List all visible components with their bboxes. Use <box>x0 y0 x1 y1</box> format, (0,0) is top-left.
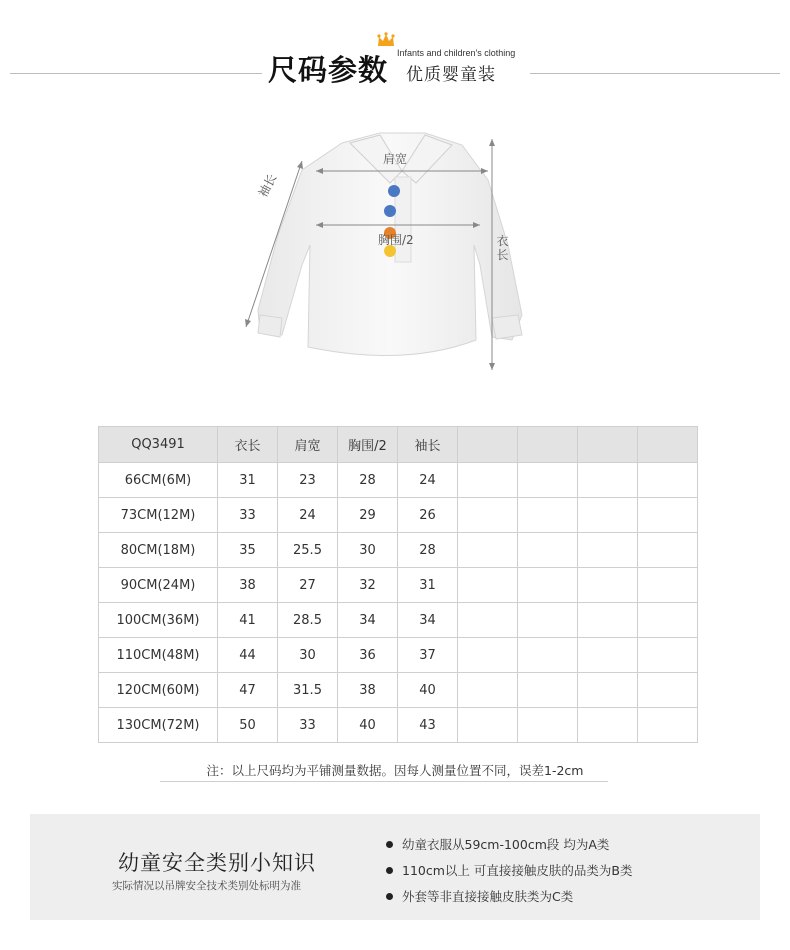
value-cell: 38 <box>338 673 398 708</box>
value-cell: 25.5 <box>278 533 338 568</box>
empty-cell <box>518 533 578 568</box>
value-cell: 29 <box>338 498 398 533</box>
size-cell: 80CM(18M) <box>99 533 218 568</box>
value-cell: 31 <box>218 463 278 498</box>
value-cell: 34 <box>338 603 398 638</box>
empty-cell <box>458 498 518 533</box>
subtitle-english: Infants and children's clothing <box>397 48 516 58</box>
size-table <box>98 426 698 743</box>
value-cell: 40 <box>398 673 458 708</box>
safety-title: 幼童安全类别小知识 <box>118 851 316 875</box>
value-cell: 28 <box>338 463 398 498</box>
size-cell: 90CM(24M) <box>99 568 218 603</box>
safety-item <box>386 887 573 905</box>
bullet-icon <box>386 841 393 848</box>
safety-item-text: 110cm以上 可直接接触皮肤的品类为B类 <box>402 863 633 878</box>
safety-item-text: 外套等非直接接触皮肤类为C类 <box>402 889 574 904</box>
value-cell: 34 <box>398 603 458 638</box>
empty-cell <box>638 673 698 708</box>
value-cell: 33 <box>218 498 278 533</box>
empty-cell <box>458 533 518 568</box>
table-row <box>99 673 698 708</box>
shoulder-width-label: 肩宽 <box>383 152 408 166</box>
empty-cell <box>518 498 578 533</box>
empty-cell <box>518 673 578 708</box>
empty-cell <box>578 673 638 708</box>
size-cell: 73CM(12M) <box>99 498 218 533</box>
size-cell: 100CM(36M) <box>99 603 218 638</box>
empty-cell <box>458 603 518 638</box>
column-header-sleeve: 袖长 <box>398 427 458 463</box>
sleeve-length-label: 袖长 <box>255 171 280 200</box>
empty-cell <box>638 708 698 743</box>
value-cell: 44 <box>218 638 278 673</box>
crown-icon <box>376 32 396 48</box>
table-row <box>99 568 698 603</box>
value-cell: 27 <box>278 568 338 603</box>
value-cell: 28.5 <box>278 603 338 638</box>
column-header-chest: 胸围/2 <box>338 427 398 463</box>
header-divider-right <box>530 73 780 74</box>
empty-cell <box>458 568 518 603</box>
column-header-shoulder: 肩宽 <box>278 427 338 463</box>
value-cell: 50 <box>218 708 278 743</box>
value-cell: 37 <box>398 638 458 673</box>
value-cell: 33 <box>278 708 338 743</box>
table-row <box>99 533 698 568</box>
empty-cell <box>638 603 698 638</box>
value-cell: 31 <box>398 568 458 603</box>
page-title: 尺码参数 <box>268 53 389 87</box>
value-cell: 36 <box>338 638 398 673</box>
size-cell: 66CM(6M) <box>99 463 218 498</box>
value-cell: 38 <box>218 568 278 603</box>
value-cell: 30 <box>278 638 338 673</box>
table-row <box>99 498 698 533</box>
value-cell: 23 <box>278 463 338 498</box>
table-row <box>99 463 698 498</box>
table-row <box>99 638 698 673</box>
empty-cell <box>578 533 638 568</box>
empty-cell <box>638 533 698 568</box>
column-header-empty <box>578 427 638 463</box>
empty-cell <box>518 463 578 498</box>
empty-cell <box>518 638 578 673</box>
empty-cell <box>638 463 698 498</box>
value-cell: 40 <box>338 708 398 743</box>
subtitle-chinese: 优质婴童装 <box>406 65 496 85</box>
safety-item <box>386 861 632 879</box>
empty-cell <box>458 708 518 743</box>
column-header-length: 衣长 <box>218 427 278 463</box>
note-divider <box>160 781 608 782</box>
table-header-row <box>99 427 698 463</box>
value-cell: 32 <box>338 568 398 603</box>
column-header-model: QQ3491 <box>99 427 218 463</box>
empty-cell <box>578 603 638 638</box>
empty-cell <box>638 638 698 673</box>
bullet-icon <box>386 893 393 900</box>
table-row <box>99 603 698 638</box>
empty-cell <box>458 638 518 673</box>
length-label: 衣 长 <box>496 234 509 262</box>
safety-item <box>386 835 609 853</box>
column-header-empty <box>638 427 698 463</box>
value-cell: 24 <box>398 463 458 498</box>
empty-cell <box>518 708 578 743</box>
empty-cell <box>578 708 638 743</box>
measurement-note: 注：以上尺码均为平铺测量数据。因每人测量位置不同，误差1-2cm <box>206 763 584 778</box>
value-cell: 47 <box>218 673 278 708</box>
value-cell: 41 <box>218 603 278 638</box>
value-cell: 24 <box>278 498 338 533</box>
table-row <box>99 708 698 743</box>
value-cell: 30 <box>338 533 398 568</box>
safety-item-text: 幼童衣服从59cm-100cm段 均为A类 <box>402 837 610 852</box>
empty-cell <box>578 568 638 603</box>
empty-cell <box>458 673 518 708</box>
size-cell: 120CM(60M) <box>99 673 218 708</box>
value-cell: 43 <box>398 708 458 743</box>
chest-label: 胸围/2 <box>378 233 414 247</box>
empty-cell <box>578 463 638 498</box>
column-header-empty <box>458 427 518 463</box>
value-cell: 26 <box>398 498 458 533</box>
header-divider-left <box>10 73 262 74</box>
empty-cell <box>518 568 578 603</box>
size-cell: 110CM(48M) <box>99 638 218 673</box>
empty-cell <box>458 463 518 498</box>
empty-cell <box>518 603 578 638</box>
value-cell: 35 <box>218 533 278 568</box>
size-cell: 130CM(72M) <box>99 708 218 743</box>
value-cell: 28 <box>398 533 458 568</box>
empty-cell <box>578 638 638 673</box>
column-header-empty <box>518 427 578 463</box>
empty-cell <box>638 498 698 533</box>
safety-subtitle: 实际情况以吊牌安全技术类别处标明为准 <box>112 880 301 892</box>
empty-cell <box>638 568 698 603</box>
value-cell: 31.5 <box>278 673 338 708</box>
bullet-icon <box>386 867 393 874</box>
empty-cell <box>578 498 638 533</box>
